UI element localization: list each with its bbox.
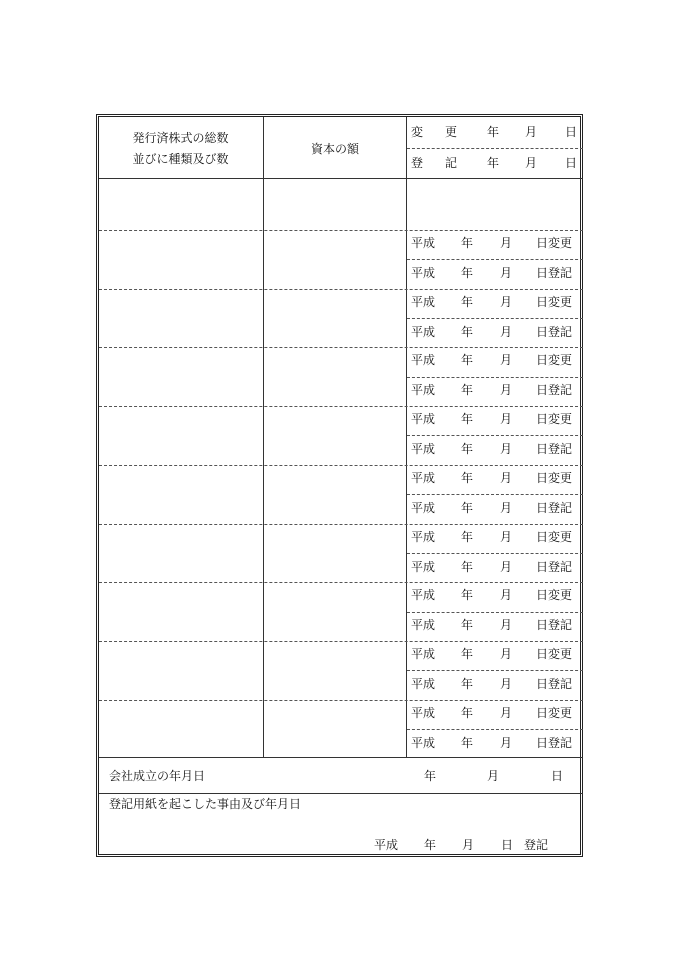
register-date-part: 日登記 [536,442,573,457]
reason-month: 月 [462,838,475,852]
change-date-part: 月 [500,470,513,485]
sub-row-divider [407,612,583,613]
register-date-part: 日登記 [536,676,573,691]
register-date-part: 月 [500,266,513,280]
sub-row-divider [407,729,583,730]
register-date-part: 月 [500,324,513,339]
header-divider [407,148,583,149]
change-header-char: 年 [487,125,500,139]
establishment-year: 年 [424,769,437,783]
change-date-part: 年 [461,705,474,720]
reason-day: 日 [501,838,514,852]
change-header-char: 日 [565,125,578,139]
register-date-part: 年 [461,618,474,633]
register-header-char: 記 [445,156,458,170]
register-date-part: 平成 [411,266,436,280]
change-date-part: 平成 [411,529,436,544]
change-date-part: 平成 [411,588,436,603]
shares-header-line2: 並びに種類及び数 [132,152,229,166]
establishment-bottom-line [99,793,583,794]
change-date-part: 月 [500,412,513,427]
register-date-part: 平成 [411,500,436,515]
register-date-part: 月 [500,442,513,457]
sub-row-divider [407,435,583,436]
reason-era: 平成 [374,838,399,852]
change-date-part: 年 [461,236,474,250]
register-date-part: 月 [500,735,513,750]
establishment-day: 日 [551,769,564,783]
register-date-part: 日登記 [536,618,573,633]
change-header-char: 月 [525,125,538,139]
register-date-part: 月 [500,676,513,691]
row-divider [99,289,583,290]
change-date-part: 日変更 [536,646,573,661]
change-date-part: 月 [500,529,513,544]
register-date-part: 日登記 [536,324,573,339]
register-date-part: 年 [461,266,474,280]
establishment-label: 会社成立の年月日 [109,769,206,783]
sub-row-divider [407,553,583,554]
change-date-part: 年 [461,353,474,368]
change-date-part: 平成 [411,294,436,309]
register-date-part: 年 [461,500,474,515]
change-date-part: 日変更 [536,236,573,250]
registration-form [96,114,583,857]
register-date-part: 日登記 [536,735,573,750]
change-date-part: 年 [461,646,474,661]
register-date-part: 年 [461,442,474,457]
change-date-part: 年 [461,294,474,309]
change-date-part: 年 [461,588,474,603]
register-date-part: 平成 [411,618,436,633]
register-date-part: 日登記 [536,383,573,398]
change-date-part: 日変更 [536,529,573,544]
row-divider [99,347,583,348]
change-date-part: 日変更 [536,705,573,720]
row-divider [99,641,583,642]
register-date-part: 月 [500,383,513,398]
register-header-char: 登 [411,156,424,170]
row-divider [99,524,583,525]
register-date-part: 月 [500,618,513,633]
reason-label: 登記用紙を起こした事由及び年月日 [109,797,302,811]
change-date-part: 日変更 [536,294,573,309]
reason-suffix: 登記 [524,838,549,852]
sub-row-divider [407,259,583,260]
change-date-part: 年 [461,470,474,485]
sub-row-divider [407,494,583,495]
register-date-part: 日登記 [536,559,573,574]
change-date-part: 日変更 [536,588,573,603]
rows-bottom-line [99,757,583,758]
row-divider [99,700,583,701]
sub-row-divider [407,670,583,671]
change-date-part: 月 [500,705,513,720]
column-divider-1 [263,117,264,757]
sub-row-divider [407,377,583,378]
register-header-char: 年 [487,156,500,170]
register-date-part: 平成 [411,735,436,750]
reason-year: 年 [424,838,437,852]
header-bottom-line [99,178,583,179]
change-date-part: 月 [500,646,513,661]
change-date-part: 平成 [411,353,436,368]
change-header-char: 更 [445,125,458,139]
register-date-part: 日登記 [536,500,573,515]
row-divider [99,230,583,231]
change-date-part: 平成 [411,236,436,250]
register-date-part: 平成 [411,676,436,691]
change-date-part: 年 [461,412,474,427]
register-date-part: 平成 [411,324,436,339]
change-date-part: 月 [500,236,513,250]
register-date-part: 年 [461,383,474,398]
shares-header-line1: 発行済株式の総数 [132,131,229,145]
change-date-part: 平成 [411,412,436,427]
establishment-month: 月 [487,769,500,783]
column-divider-2 [406,117,407,757]
change-date-part: 日変更 [536,470,573,485]
register-date-part: 年 [461,559,474,574]
change-date-part: 平成 [411,646,436,661]
row-divider [99,465,583,466]
sub-row-divider [407,318,583,319]
register-header-char: 日 [565,156,578,170]
change-date-part: 平成 [411,705,436,720]
change-date-part: 月 [500,294,513,309]
register-date-part: 日登記 [536,266,573,280]
change-date-part: 日変更 [536,412,573,427]
register-date-part: 平成 [411,383,436,398]
change-date-part: 平成 [411,470,436,485]
register-date-part: 平成 [411,442,436,457]
register-date-part: 年 [461,735,474,750]
row-divider [99,582,583,583]
register-date-part: 月 [500,559,513,574]
row-divider [99,406,583,407]
change-header-char: 変 [411,125,424,139]
capital-header: 資本の額 [310,142,359,156]
change-date-part: 年 [461,529,474,544]
change-date-part: 月 [500,588,513,603]
register-date-part: 年 [461,676,474,691]
register-date-part: 平成 [411,559,436,574]
register-date-part: 年 [461,324,474,339]
change-date-part: 月 [500,353,513,368]
register-date-part: 月 [500,500,513,515]
change-date-part: 日変更 [536,353,573,368]
register-header-char: 月 [525,156,538,170]
